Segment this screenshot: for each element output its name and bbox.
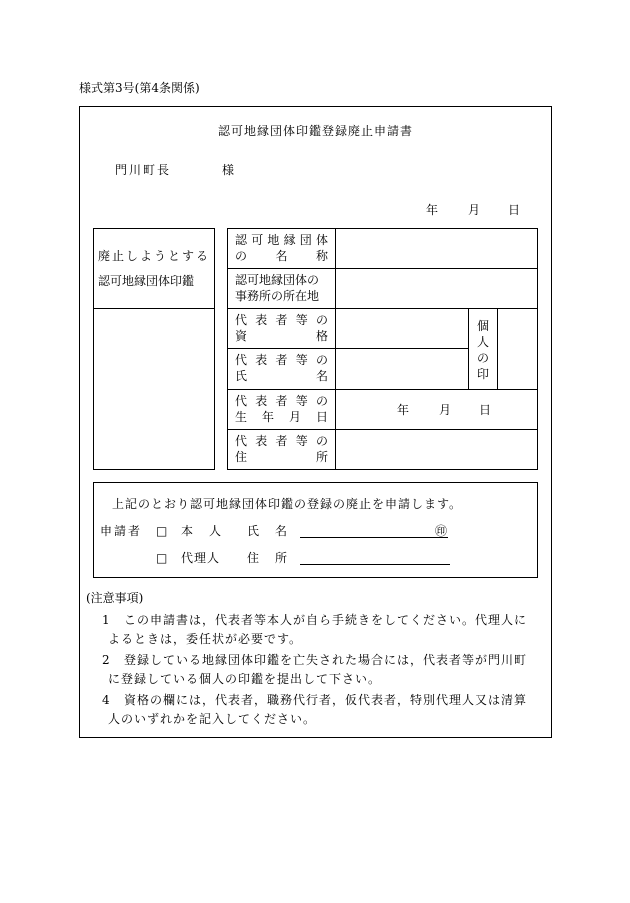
- divider: [227, 429, 538, 430]
- seal-stamp-box: [93, 228, 215, 470]
- rep-address-label-2: [235, 449, 328, 465]
- char: の: [315, 394, 328, 408]
- char: の: [315, 434, 328, 448]
- char: 印: [476, 367, 489, 381]
- char: 人: [476, 335, 489, 349]
- applicant-name-field[interactable]: [300, 537, 448, 538]
- agent-address-label: 住 所: [247, 551, 290, 565]
- note-line: 人のいずれかを記入してください。: [108, 712, 317, 726]
- char: の: [476, 351, 489, 365]
- char: 代: [235, 394, 248, 408]
- self-label: 本 人: [181, 524, 224, 538]
- declaration-text: 上記のとおり認可地縁団体印鑑の登録の廃止を申請します。: [112, 497, 463, 511]
- char: 表: [255, 353, 268, 367]
- char: 月: [288, 410, 301, 424]
- addressee-honorific: 様: [222, 163, 235, 177]
- notes-heading: (注意事項): [86, 591, 144, 605]
- divider: [335, 228, 336, 470]
- char: 氏: [235, 369, 248, 383]
- char: 資: [235, 329, 248, 343]
- char: の: [235, 249, 248, 263]
- char: 地: [267, 233, 280, 247]
- note-line: 登録している地縁団体印鑑を亡失された場合には，代表者等が門川町: [124, 653, 528, 667]
- char: 個: [476, 319, 489, 333]
- char: 日: [315, 410, 328, 424]
- char: 等: [295, 434, 308, 448]
- birth-month: 月: [439, 403, 452, 417]
- divider: [227, 348, 468, 349]
- birth-day: 日: [479, 403, 492, 417]
- char: 者: [275, 434, 288, 448]
- date-day: 日: [508, 203, 521, 217]
- char: 表: [255, 394, 268, 408]
- char: 年: [261, 410, 274, 424]
- date-month: 月: [468, 203, 481, 217]
- rep-name-label: [235, 352, 328, 368]
- char: 等: [295, 394, 308, 408]
- char: 体: [315, 233, 328, 247]
- abolish-label-2: 認可地縁団体印鑑: [98, 274, 195, 288]
- char: 表: [255, 434, 268, 448]
- char: 等: [295, 313, 308, 327]
- agent-checkbox[interactable]: □: [156, 551, 168, 565]
- divider: [497, 308, 498, 389]
- char: 称: [315, 249, 328, 263]
- char: 代: [235, 434, 248, 448]
- char: 者: [275, 313, 288, 327]
- abolish-label-1: 廃止しようとする: [98, 249, 211, 263]
- char: 者: [275, 353, 288, 367]
- birth-year: 年: [397, 403, 410, 417]
- seal-mark: ㊞: [435, 524, 448, 538]
- char: 所: [315, 450, 328, 464]
- rep-qualification-label-2: [235, 328, 328, 344]
- office-address-label-2: 事務所の所在地: [235, 289, 320, 303]
- agent-address-field[interactable]: [300, 564, 450, 565]
- note-number: 1: [102, 613, 110, 627]
- org-name-label-2: [235, 248, 328, 264]
- char: 生: [235, 410, 248, 424]
- date-year: 年: [426, 203, 439, 217]
- char: 可: [251, 233, 264, 247]
- rep-name-label-2: [235, 368, 328, 384]
- char: 縁: [283, 233, 296, 247]
- divider: [227, 389, 538, 390]
- office-address-label: 認可地縁団体の: [235, 273, 320, 287]
- char: 者: [275, 394, 288, 408]
- divider: [227, 308, 538, 309]
- org-name-label: [235, 232, 328, 248]
- rep-birthdate-label: [235, 393, 328, 409]
- addressee-name: 門川町長: [115, 163, 172, 177]
- char: 格: [315, 329, 328, 343]
- char: 代: [235, 353, 248, 367]
- personal-seal-label: [469, 318, 497, 382]
- rep-qualification-label: [235, 312, 328, 328]
- rep-birthdate-label-2: [235, 409, 328, 425]
- applicant-label: 申請者: [100, 524, 143, 538]
- note-line: よるときは，委任状が必要です。: [108, 632, 303, 646]
- note-line: 資格の欄には，代表者，職務代行者，仮代表者，特別代理人又は清算: [124, 693, 528, 707]
- divider: [93, 308, 215, 309]
- char: 名: [315, 369, 328, 383]
- divider: [227, 268, 538, 269]
- char: 認: [235, 233, 248, 247]
- note-number: 2: [102, 653, 110, 667]
- note-number: 4: [102, 693, 110, 707]
- char: 住: [235, 450, 248, 464]
- char: 等: [295, 353, 308, 367]
- rep-address-label: [235, 433, 328, 449]
- char: 名: [275, 249, 288, 263]
- form-id: 様式第3号(第4条関係): [79, 81, 200, 95]
- char: の: [315, 313, 328, 327]
- form-title: 認可地縁団体印鑑登録廃止申請書: [217, 124, 413, 138]
- char: 団: [299, 233, 312, 247]
- char: 表: [255, 313, 268, 327]
- applicant-name-label: 氏 名: [247, 524, 290, 538]
- agent-label: 代理人: [181, 551, 221, 565]
- char: 代: [235, 313, 248, 327]
- note-line: に登録している個人の印鑑を提出して下さい。: [108, 672, 382, 686]
- self-checkbox[interactable]: □: [156, 524, 168, 538]
- char: の: [315, 353, 328, 367]
- note-line: この申請書は，代表者等本人が自ら手続きをしてください。代理人に: [124, 613, 528, 627]
